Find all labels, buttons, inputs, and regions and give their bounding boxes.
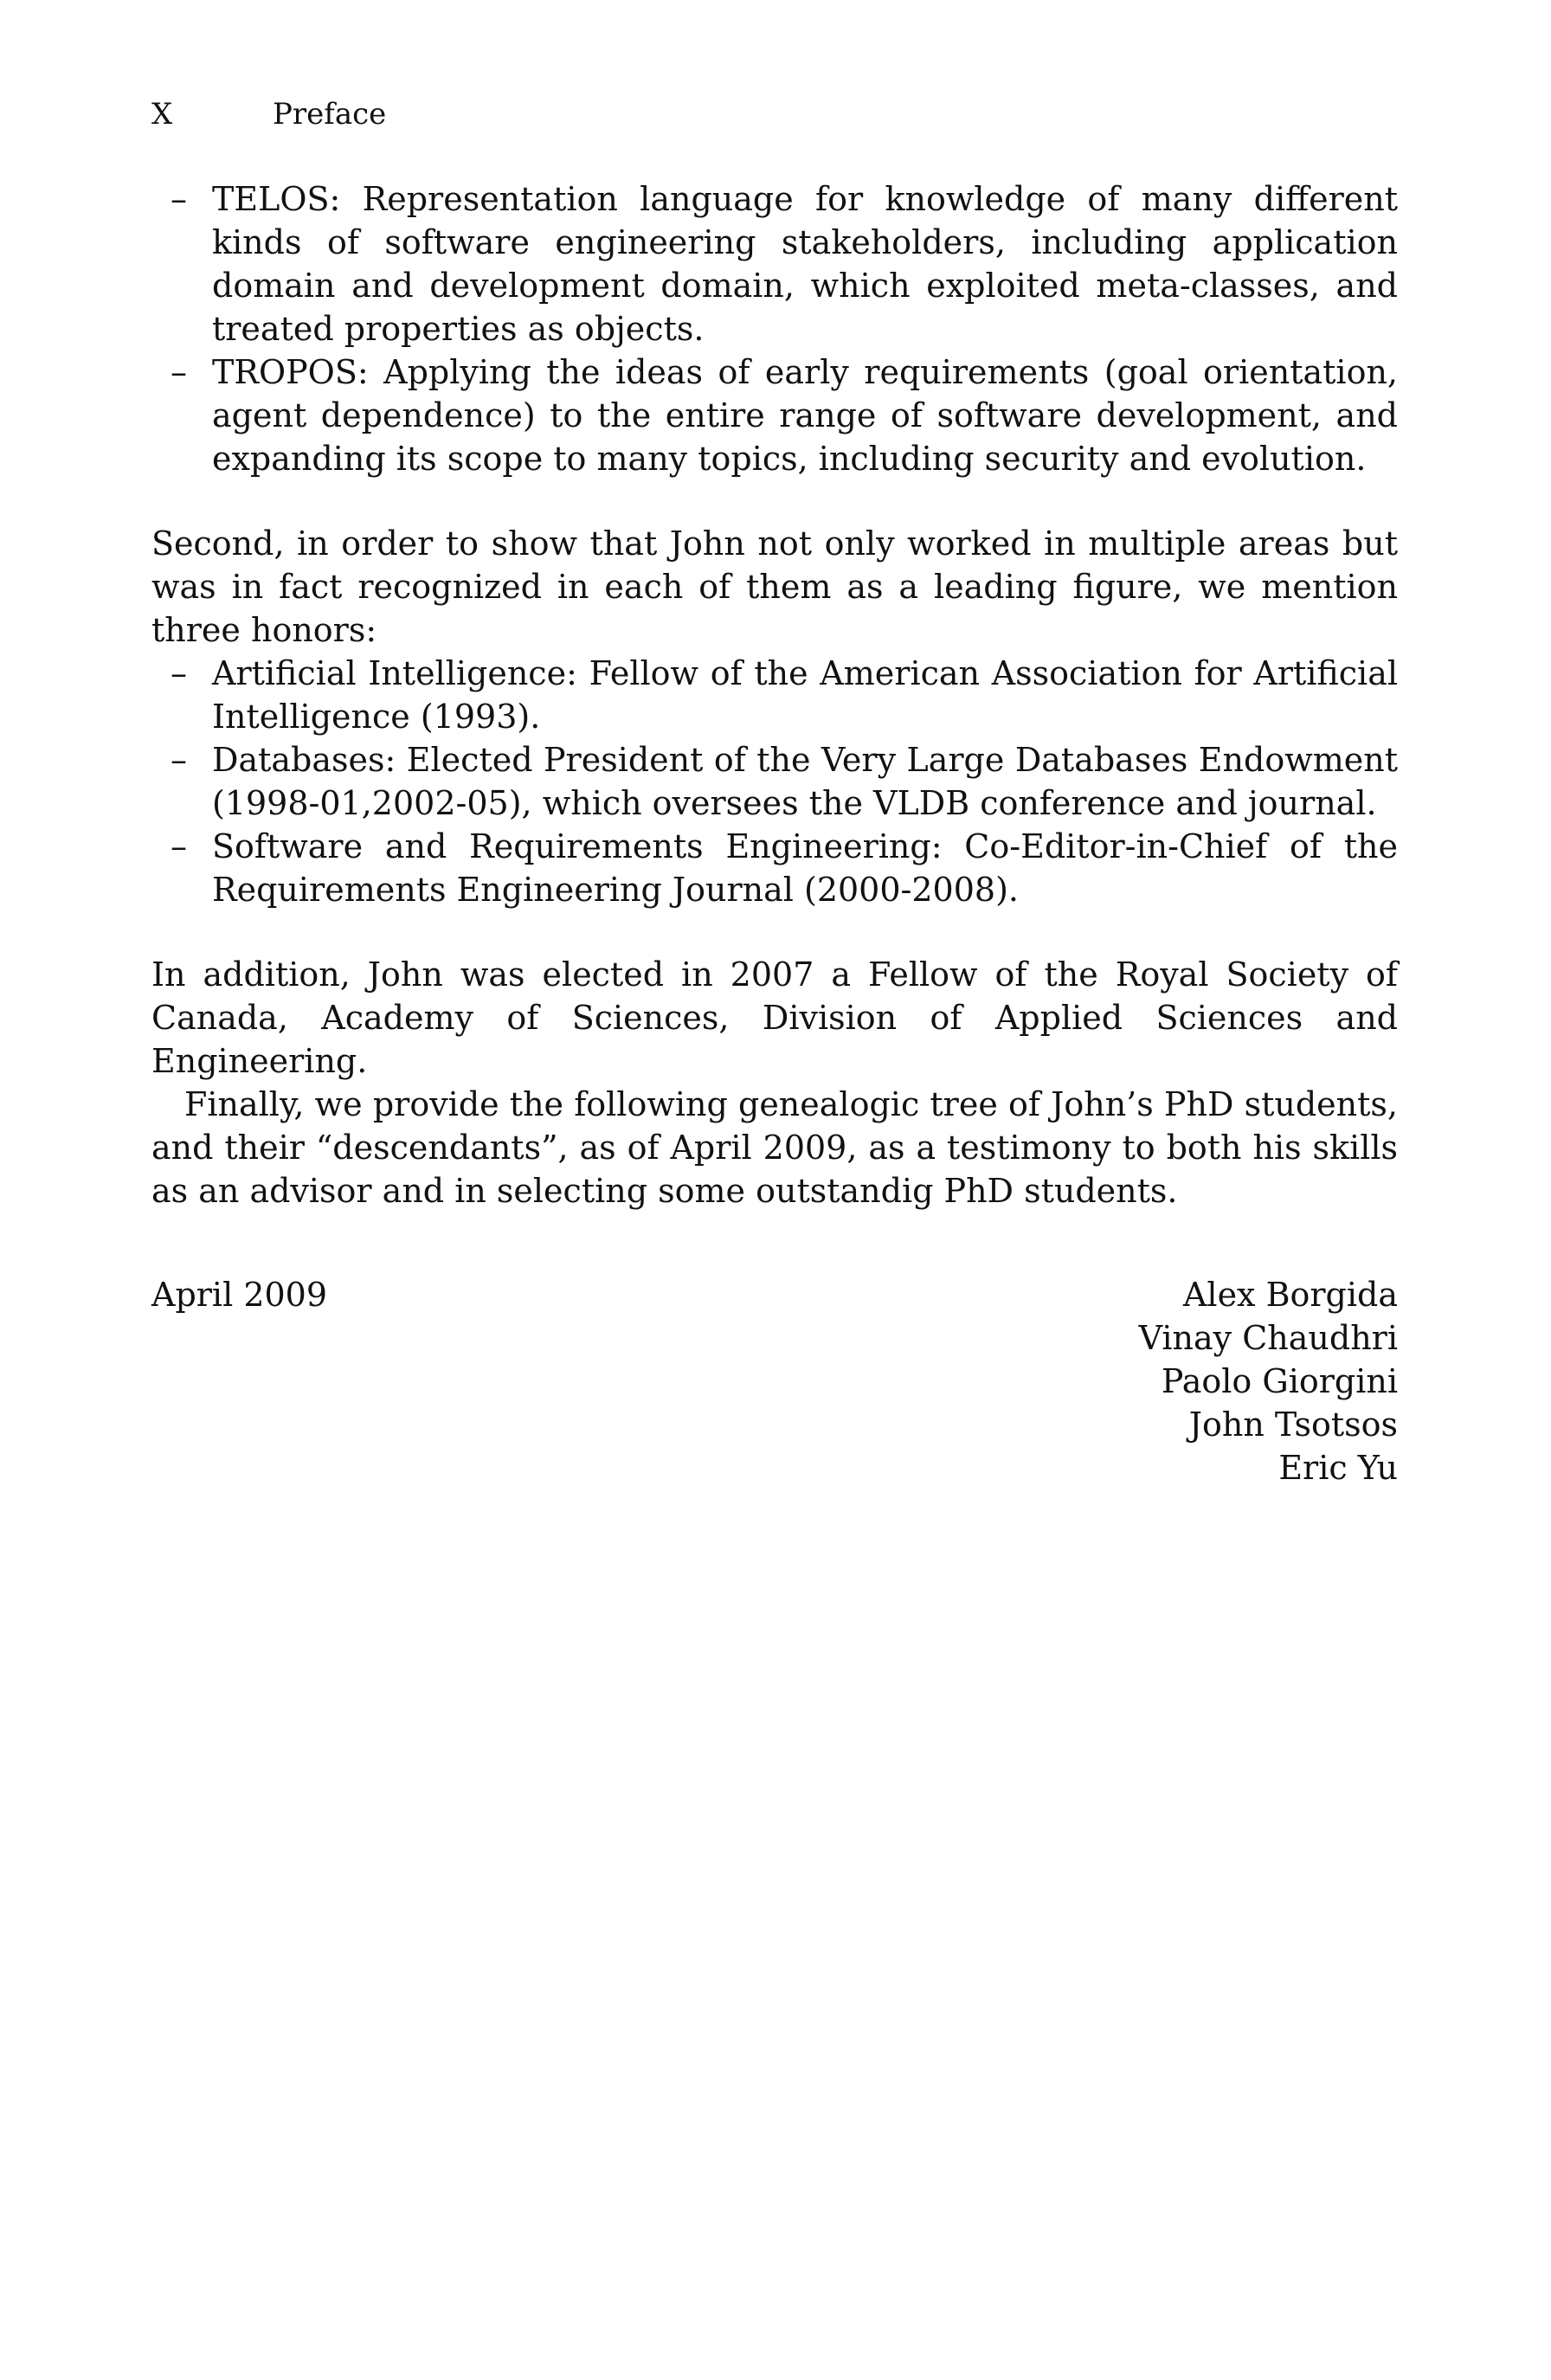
list-item-text: Databases: Elected President of the Very Large Databases Endowment (1998-01,2002-05), which oversees the VLDB conference and journal. bbox=[212, 741, 1398, 822]
running-head bbox=[151, 95, 386, 133]
list-dash: – bbox=[171, 654, 187, 692]
signer-name: Paolo Giorgini bbox=[1161, 1362, 1398, 1400]
signer-name: Alex Borgida bbox=[1182, 1276, 1398, 1314]
signer-name: Vinay Chaudhri bbox=[1138, 1319, 1398, 1357]
list-item-text: TROPOS: Applying the ideas of early requirements (goal orientation, agent dependence) to the entire range of software development, and expanding its scope to many topics, including security and evolution. bbox=[212, 353, 1398, 478]
page-body bbox=[151, 177, 1398, 1489]
running-title: Preface bbox=[273, 97, 387, 132]
signers-list bbox=[1139, 1273, 1398, 1489]
list-item-re-honor bbox=[151, 825, 1398, 911]
signoff bbox=[151, 1273, 1398, 1489]
list-item-tropos bbox=[151, 351, 1398, 480]
addition-paragraph: In addition, John was elected in 2007 a Fellow of the Royal Society of Canada, Academy of Sciences, Division of Applied Sciences and Engineering. bbox=[151, 955, 1398, 1080]
list-item-telos bbox=[151, 177, 1398, 351]
honors-intro-paragraph: Second, in order to show that John not only worked in multiple areas but was in fact recognized in each of them as a leading figure, we mention three honors: bbox=[151, 524, 1398, 649]
list-item-text: Artificial Intelligence: Fellow of the American Association for Artificial Intelligence (1993). bbox=[212, 654, 1398, 736]
signer-name: John Tsotsos bbox=[1188, 1405, 1398, 1444]
list-dash: – bbox=[171, 180, 187, 218]
list-item-text: TELOS: Representation language for knowledge of many different kinds of software engineering stakeholders, including application domain and development domain, which exploited meta-classes, and treated properties as objects. bbox=[212, 180, 1398, 348]
project-list bbox=[151, 177, 1398, 480]
signoff-date: April 2009 bbox=[151, 1276, 328, 1314]
finally-paragraph: Finally, we provide the following genealogic tree of John’s PhD students, and their “descendants”, as of April 2009, as a testimony to both his skills as an advisor and in selecting some outstandig PhD students. bbox=[151, 1085, 1398, 1210]
list-item-ai-honor bbox=[151, 652, 1398, 738]
list-item-db-honor bbox=[151, 738, 1398, 825]
list-dash: – bbox=[171, 353, 187, 391]
signer-name: Eric Yu bbox=[1278, 1449, 1398, 1487]
list-item-text: Software and Requirements Engineering: Co-Editor-in-Chief of the Requirements Engineering Journal (2000-2008). bbox=[212, 827, 1398, 909]
list-dash: – bbox=[171, 827, 187, 865]
page-folio: X bbox=[151, 97, 173, 132]
honors-list bbox=[151, 652, 1398, 911]
list-dash: – bbox=[171, 741, 187, 779]
